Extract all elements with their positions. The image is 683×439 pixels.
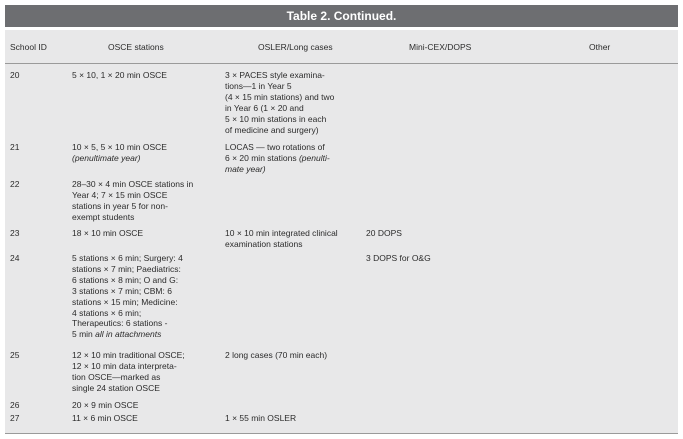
row-id: 27 <box>10 413 20 423</box>
osler-cell: 1 × 55 min OSLER <box>225 413 297 423</box>
table-title: Table 2. Continued. <box>5 5 678 27</box>
mini-cex-cell: 3 DOPS for O&G <box>366 253 431 263</box>
osce-text: 5 stations × 6 min; Surgery: 4 stations × 7 min; Paediatrics: 6 stations × 8 min; O and G: 3 stations × 7 min; CBM: 6 stations × 15 min; Medicine: 4 stations × 6 min; Therapeutics: 6 stations - <box>72 253 183 329</box>
mini-cex-cell: 20 DOPS <box>366 228 402 238</box>
osce-tail-note: all in attachments <box>95 329 162 340</box>
osce-cell: 20 × 9 min OSCE <box>72 400 139 410</box>
footer-rule <box>5 433 678 434</box>
header-mini-cex: Mini-CEX/DOPS <box>409 42 472 52</box>
osler-cell: 10 × 10 min integrated clinical examination stations <box>225 228 338 249</box>
row-id: 23 <box>10 228 20 238</box>
row-id: 22 <box>10 179 20 189</box>
row-id: 25 <box>10 350 20 360</box>
osler-cell: 2 long cases (70 min each) <box>225 350 328 360</box>
table-panel <box>5 30 678 434</box>
osce-cell: 28–30 × 4 min OSCE stations in Year 4; 7 × 15 min OSCE stations in year 5 for non- exempt students <box>72 179 194 222</box>
osce-cell: 11 × 6 min OSCE <box>72 413 138 423</box>
osce-cell: 5 × 10, 1 × 20 min OSCE <box>72 70 167 80</box>
osce-tail: 5 min <box>72 329 93 340</box>
header-osler: OSLER/Long cases <box>258 42 333 52</box>
header-osce: OSCE stations <box>108 42 164 52</box>
row-id: 20 <box>10 70 20 80</box>
osler-note-a: (penulti- <box>298 152 330 163</box>
osce-cell <box>72 253 227 340</box>
row-id: 21 <box>10 142 20 152</box>
osce-text: 10 × 5, 5 × 10 min OSCE <box>72 142 167 152</box>
osce-cell: 18 × 10 min OSCE <box>72 228 144 238</box>
osce-note: (penultimate year) <box>72 152 141 163</box>
osler-cell: 3 × PACES style examina- tions—1 in Year 5 (4 × 15 min stations) and two in Year 6 (1 × 20 and 5 × 10 min stations in each of medicine and surgery) <box>225 70 335 135</box>
osler-cell <box>225 142 360 175</box>
header-rule <box>5 63 678 64</box>
osler-note-b: mate year) <box>225 163 266 174</box>
osler-text: LOCAS — two rotations of 6 × 20 min stations <box>225 142 325 163</box>
osce-cell: 12 × 10 min traditional OSCE; 12 × 10 min data interpreta- tion OSCE—marked as single 24 station OSCE <box>72 350 185 393</box>
header-school-id: School ID <box>10 42 47 52</box>
table-header <box>5 42 678 56</box>
row-id: 26 <box>10 400 20 410</box>
osce-cell <box>72 142 227 164</box>
header-other: Other <box>589 42 611 52</box>
row-id: 24 <box>10 253 20 263</box>
